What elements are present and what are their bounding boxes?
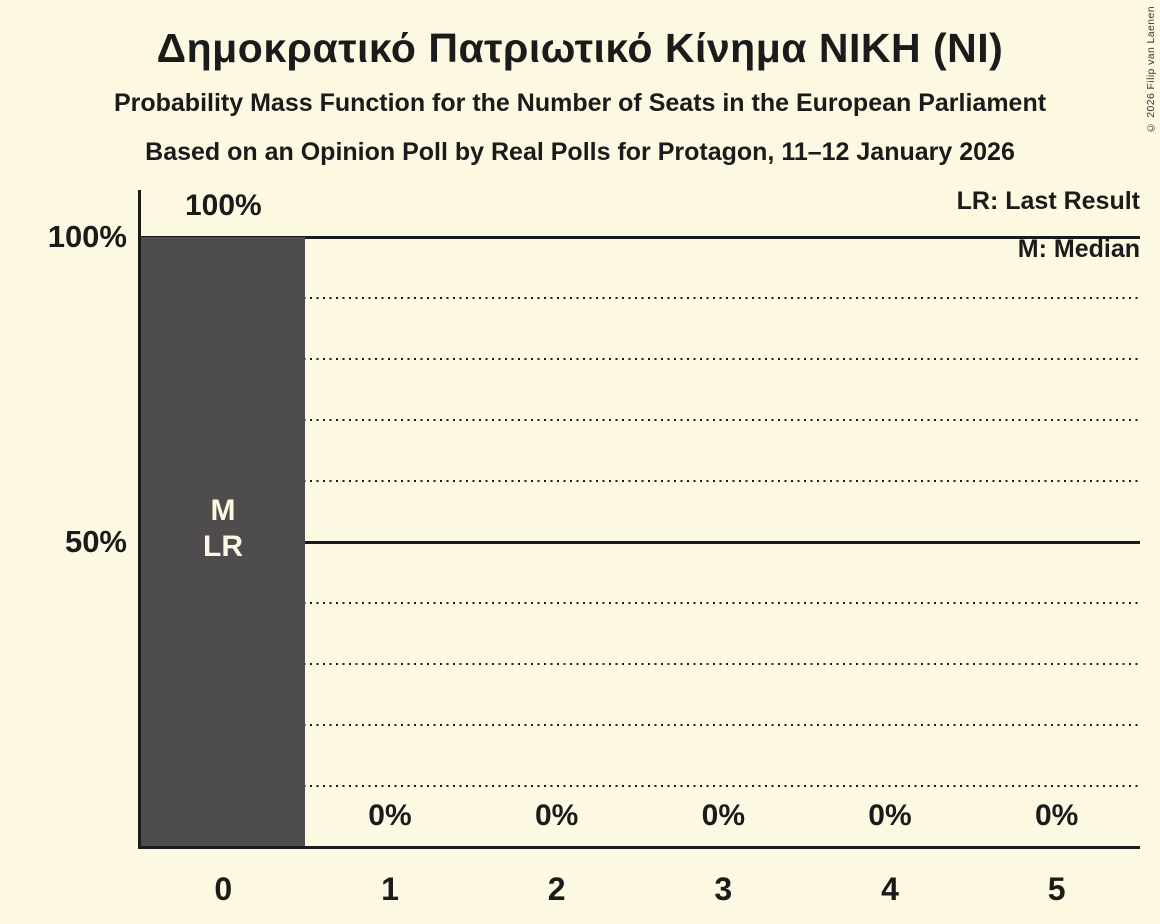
legend-last-result-label: LR: Last Result (956, 187, 1140, 215)
x-tick-label: 0 (214, 871, 233, 907)
y-tick-label: 100% (47, 219, 127, 254)
bar-value-label: 100% (184, 189, 262, 222)
x-tick-label: 1 (381, 871, 399, 907)
x-axis-line (138, 846, 1140, 849)
copyright-notice: © 2026 Filip van Laenen (1145, 6, 1157, 134)
legend-median-label: M: Median (1017, 235, 1140, 263)
bar-value-label: 0% (1034, 799, 1079, 832)
chart-source-line: Based on an Opinion Poll by Real Polls for Protagon, 11–12 January 2026 (145, 138, 1015, 166)
chart-subtitle: Probability Mass Function for the Number of Seats in the European Parliament (113, 89, 1047, 117)
bar-value-label: 0% (534, 799, 579, 832)
last-result-marker-label: LR (203, 530, 243, 563)
median-last-result-marker (140, 493, 306, 565)
chart-title: Δημοκρατικό Πατριωτικό Κίνημα ΝΙΚΗ (ΝΙ) (156, 25, 1004, 71)
x-tick-label: 3 (714, 871, 733, 907)
x-tick-label: 4 (881, 871, 899, 907)
bar-value-label: 0% (868, 799, 912, 832)
bar-value-label: 0% (701, 799, 745, 832)
median-marker-label: M (210, 494, 236, 527)
y-tick-label: 50% (64, 524, 127, 559)
bar-value-label: 0% (368, 799, 412, 832)
x-tick-label: 2 (547, 871, 566, 907)
x-tick-label: 5 (1047, 871, 1066, 907)
